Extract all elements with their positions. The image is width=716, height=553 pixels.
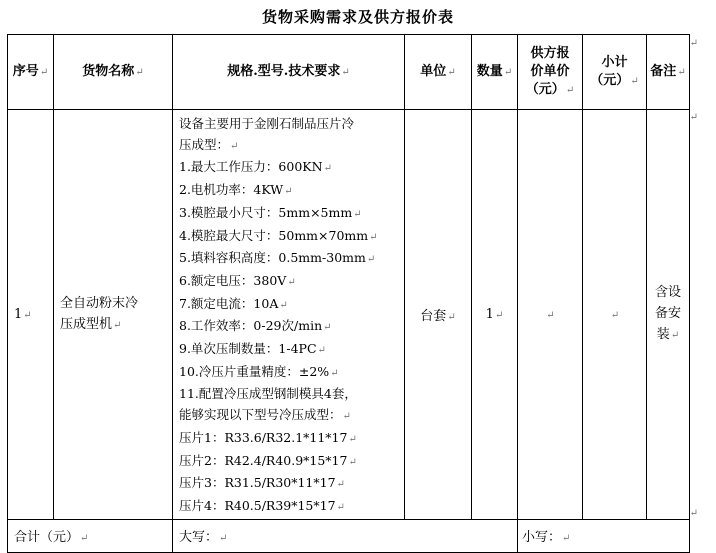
header-row xyxy=(8,35,690,110)
row-end-mark: ↵ xyxy=(689,38,698,49)
document-title: 货物采购需求及供方报价表 xyxy=(261,8,454,26)
cell-spec: 设备主要用于金刚石制品压片冷 压成型：↵ 1.最大工作压力：600KN↵ 2.电机功率：4KW↵ 3.模腔最小尺寸：5mm×5mm↵ 4.模腔最大尺寸：50mm×70mm↵ 5.填料容积高度：0.5mm-30mm↵ 6.额定电压：380V↵ 7.额定电流：10A↵ 8.工作效率：0-29次/min↵ 9.单次压制数量：1-4PC↵ 10.冷压片重量精度：±2%↵ 11.配置冷压成型钢制模具4套， 能够实现以下型号冷压成型：↵ 压片1：R33.6/R32.1*11*17↵ 压片2：R42.4/R40.9*15*17↵ 压片3：R31.5/R30*11*17↵ 压片4：R40.5/R39*15*17↵ xyxy=(173,110,405,520)
cell-seq: 1↵ xyxy=(8,110,54,520)
header-subtotal: 小计 （元）↵ xyxy=(583,35,647,110)
header-seq: 序号↵ xyxy=(8,35,54,110)
footer-row xyxy=(8,519,690,552)
amount-in-figures: 小写：↵ xyxy=(518,519,690,552)
amount-in-words: 大写：↵ xyxy=(173,519,518,552)
total-label: 合计（元）↵ xyxy=(8,519,173,552)
header-remark: 备注↵ xyxy=(647,35,690,110)
cell-unit: 台套↵ xyxy=(405,110,472,520)
cell-price: ↵ xyxy=(518,110,583,520)
cell-name: 全自动粉末冷 压成型机↵ xyxy=(54,110,173,520)
cell-qty: 1↵ xyxy=(472,110,518,520)
header-name: 货物名称↵ xyxy=(54,35,173,110)
table-row xyxy=(8,110,690,520)
header-price: 供方报 价单价 （元）↵ xyxy=(518,35,583,110)
row-end-mark: ↵ xyxy=(689,112,698,123)
header-unit: 单位↵ xyxy=(405,35,472,110)
row-end-mark: ↵ xyxy=(689,508,698,519)
cell-subtotal: ↵ xyxy=(583,110,647,520)
header-qty: 数量↵ xyxy=(472,35,518,110)
header-spec: 规格.型号.技术要求↵ xyxy=(173,35,405,110)
quotation-table xyxy=(7,34,690,553)
cell-remark: 含设 备安 装↵ xyxy=(647,110,690,520)
